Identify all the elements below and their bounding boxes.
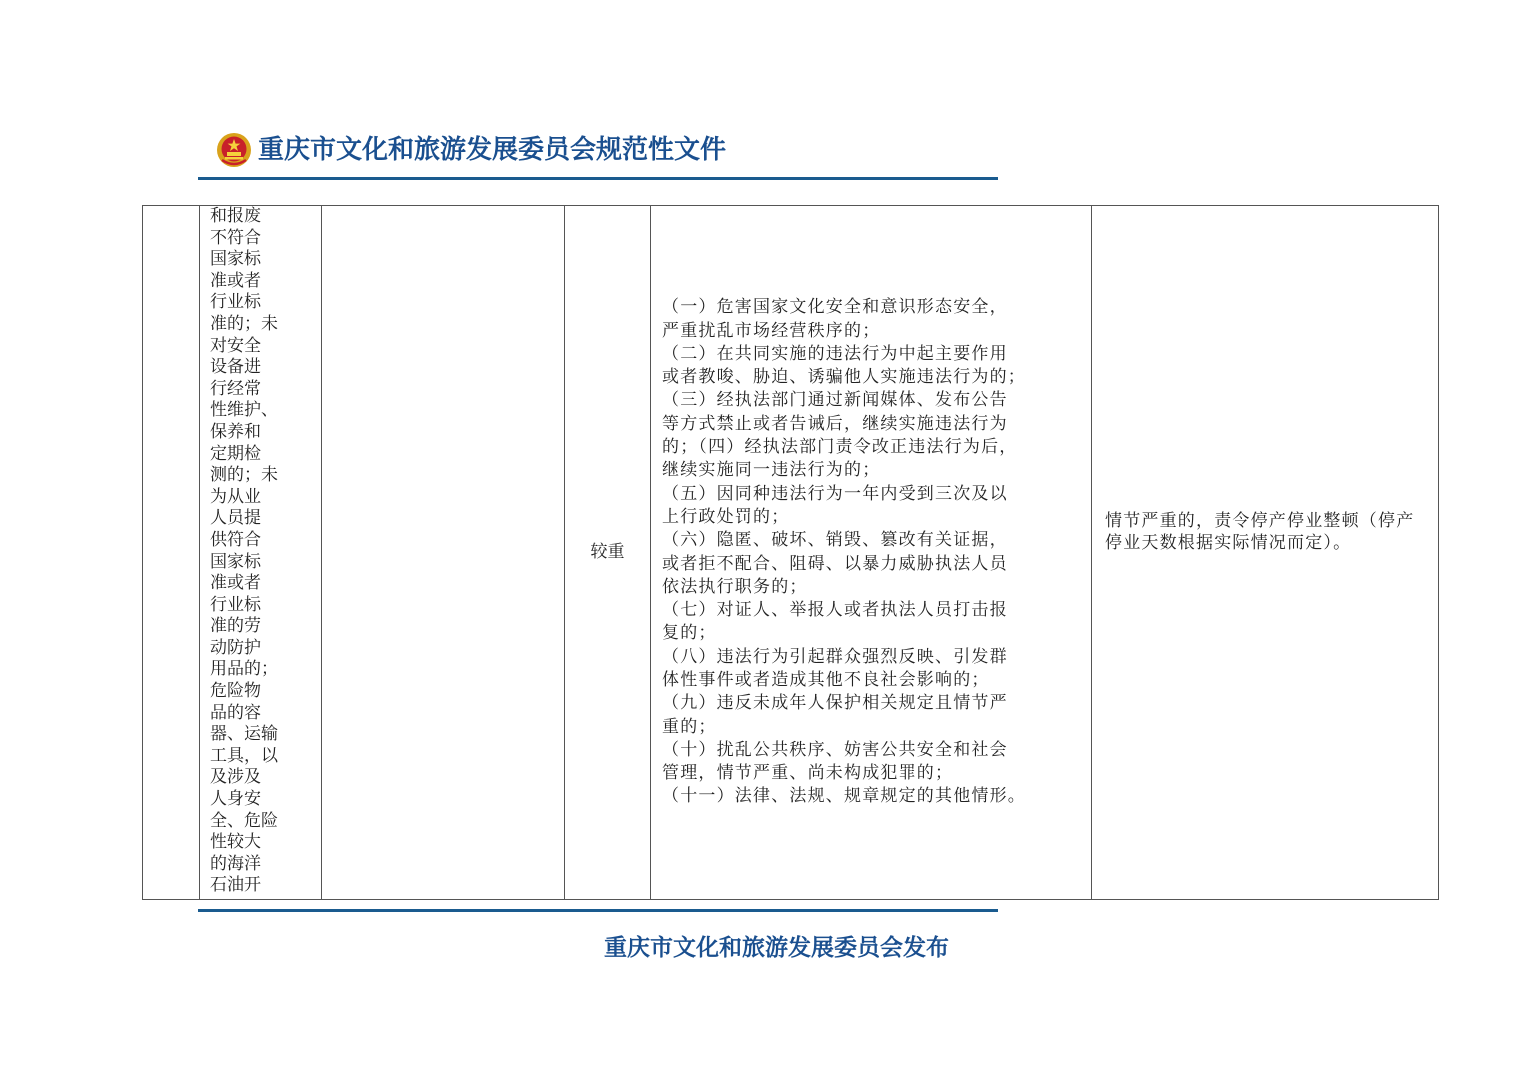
cell-behavior: 和报废 不符合 国家标 准或者 行业标 准的；未 对安全 设备进 行经常 性维护、 保养和 定期检 测的；未 为从业 人员提 供符合 国家标 准或者 行业标 准的劳 动防护 用品的； 危险物 品的容 器、运输 工具，以 及涉及 人身安 全、危险 性较大 的海洋 石油开 bbox=[200, 206, 322, 900]
header-rule bbox=[198, 177, 998, 180]
cell-level: 较重 bbox=[565, 206, 651, 900]
footer-title: 重庆市文化和旅游发展委员会发布 bbox=[604, 934, 949, 961]
national-emblem-icon bbox=[216, 132, 252, 168]
cell-index bbox=[143, 206, 200, 900]
table-row bbox=[143, 206, 1439, 900]
penalty-table bbox=[142, 205, 1439, 900]
cell-details bbox=[651, 206, 1092, 900]
cell-basis bbox=[322, 206, 565, 900]
cell-measure bbox=[1092, 206, 1439, 900]
document-header bbox=[216, 132, 726, 168]
header-title: 重庆市文化和旅游发展委员会规范性文件 bbox=[258, 135, 727, 165]
footer-rule bbox=[198, 909, 998, 912]
details-text: （一）危害国家文化安全和意识形态安全， 严重扰乱市场经营秩序的； （二）在共同实施的违法行为中起主要作用 或者教唆、胁迫、诱骗他人实施违法行为的； （三）经执法部门通过新闻媒体、发布公告 等方式禁止或者告诫后，继续实施违法行为 的；（四）经执法部门责令改正违法行为后， 继续实施同一违法行为的； （五）因同种违法行为一年内受到三次及以 上行政处罚的； （六）隐匿、破坏、销毁、篡改有关证据， 或者拒不配合、阻碍、以暴力威胁执法人员 依法执行职务的； （七）对证人、举报人或者执法人员打击报 复的； （八）违法行为引起群众强烈反映、引发群 体性事件或者造成其他不良社会影响的； （九）违反未成年人保护相关规定且情节严 重的； （十）扰乱公共秩序、妨害公共安全和社会 管理，情节严重、尚未构成犯罪的； （十一）法律、法规、规章规定的其他情形。 bbox=[662, 297, 1026, 807]
measure-text: 情节严重的，责令停产停业整顿（停产停业天数根据实际情况而定）。 bbox=[1105, 510, 1415, 553]
